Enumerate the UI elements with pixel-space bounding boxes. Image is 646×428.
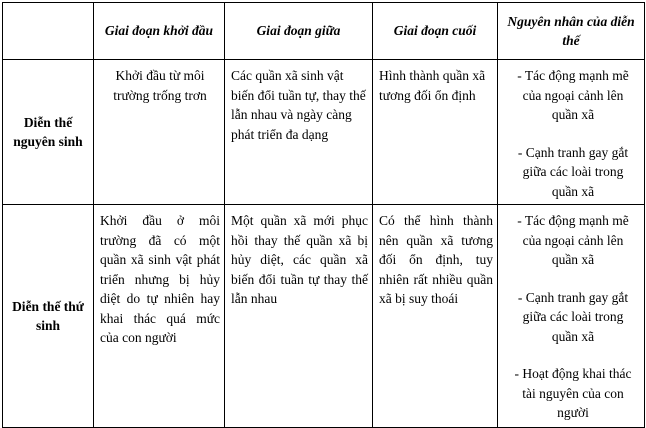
succession-table (2, 2, 645, 428)
primary-end-cell: Hình thành quần xã tương đối ổn định (373, 60, 498, 205)
header-row (3, 3, 645, 60)
header-cause: Nguyên nhân của diễn thế (498, 3, 645, 60)
secondary-middle-cell: Một quần xã mới phục hồi thay thế quần xã bị hủy diệt, các quần xã biến đổi tuần tự thay thế lẫn nhau (225, 205, 373, 428)
primary-middle-cell: Các quần xã sinh vật biến đổi tuần tự, thay thế lẫn nhau và ngày càng phát triển đa dạng (225, 60, 373, 205)
secondary-start-cell: Khởi đầu ở môi trường đã có một quần xã sinh vật phát triển nhưng bị hủy diệt do tự nhiên hay khai thác quá mức của con người (94, 205, 225, 428)
row-label-secondary: Diễn thế thứ sinh (3, 205, 94, 428)
header-blank (3, 3, 94, 60)
header-middle-stage: Giai đoạn giữa (225, 3, 373, 60)
primary-start-cell: Khởi đầu từ môi trường trống trơn (94, 60, 225, 205)
cause-item: - Tác động mạnh mẽ của ngoại cảnh lên quần xã (517, 68, 629, 122)
row-label-primary: Diễn thế nguyên sinh (3, 60, 94, 205)
cause-item: - Tác động mạnh mẽ của ngoại cảnh lên quần xã (517, 213, 629, 267)
secondary-end-cell: Có thể hình thành nên quần xã tương đối ổn định, tuy nhiên rất nhiều quần xã bị suy thoái (373, 205, 498, 428)
header-end-stage: Giai đoạn cuối (373, 3, 498, 60)
table-row (3, 60, 645, 205)
cause-item: - Cạnh tranh gay gắt giữa các loài trong quần xã (517, 289, 629, 344)
cause-item: - Hoạt động khai thác tài nguyên của con người (514, 366, 632, 420)
cause-item: - Cạnh tranh gay gắt giữa các loài trong quần xã (517, 144, 629, 199)
table-row (3, 205, 645, 428)
secondary-cause-cell (498, 205, 645, 428)
primary-cause-cell (498, 60, 645, 205)
header-start-stage: Giai đoạn khởi đầu (94, 3, 225, 60)
